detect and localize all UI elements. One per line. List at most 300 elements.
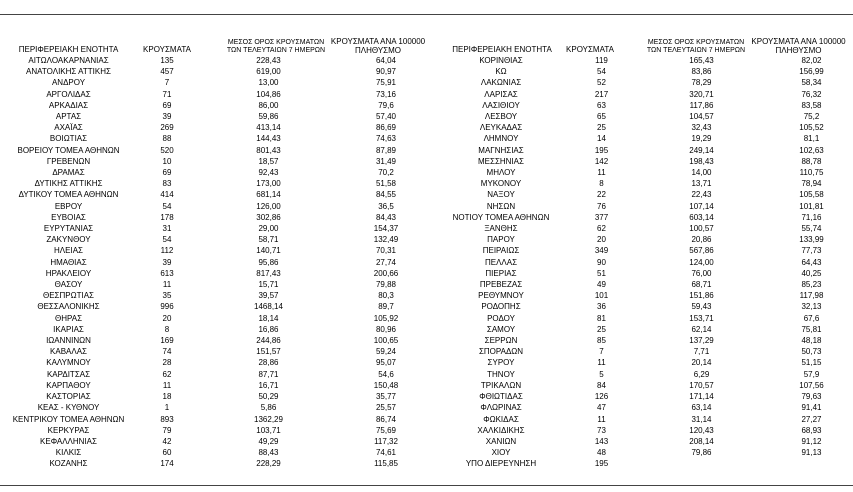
cell-cases: 71 [162, 89, 172, 99]
cell-per-100k: 133,99 [799, 235, 824, 245]
cell-cases: 73 [597, 425, 606, 435]
cell-region: ΝΑΞΟΥ [487, 190, 515, 200]
cell-region: ΓΡΕΒΕΝΩΝ [46, 156, 91, 166]
cell-per-100k: 87,89 [375, 145, 397, 155]
cell-avg-7day: 59,43 [691, 302, 712, 312]
cell-avg-7day: 320,71 [689, 89, 714, 99]
cell-per-100k: 91,41 [801, 403, 822, 413]
cell-avg-7day: 1468,14 [254, 302, 283, 312]
cell-cases: 996 [160, 302, 174, 312]
table-row [432, 391, 853, 402]
table-row [0, 55, 432, 66]
cell-per-100k: 101,81 [799, 201, 824, 211]
table-row [0, 178, 432, 189]
cell-avg-7day: 39,57 [258, 291, 279, 301]
cell-cases: 52 [597, 78, 606, 88]
cell-per-100k: 51,15 [801, 358, 822, 368]
table-row [432, 234, 853, 245]
cell-per-100k: 74,61 [375, 448, 397, 458]
cell-per-100k: 95,07 [375, 358, 397, 368]
cell-region: ΣΕΡΡΩΝ [484, 336, 518, 346]
cell-avg-7day: 198,43 [689, 156, 714, 166]
cell-region: ΠΕΛΛΑΣ [484, 257, 518, 267]
cell-cases: 143 [594, 436, 609, 446]
cell-per-100k: 58,34 [801, 78, 822, 88]
cell-region: ΙΚΑΡΙΑΣ [53, 324, 84, 334]
header-avg-line2-right: ΤΩΝ ΤΕΛΕΥΤΑΙΩΝ 7 ΗΜΕΡΩΝ [646, 47, 746, 54]
cell-per-100k: 78,94 [801, 179, 822, 189]
cell-per-100k: 105,58 [799, 190, 824, 200]
cell-cases: 119 [595, 56, 608, 65]
table-row [0, 257, 432, 268]
header-per100k-line2-right: ΠΛΗΘΥΣΜΟ [775, 46, 822, 55]
left-data-table [0, 55, 432, 470]
table-row [432, 346, 853, 357]
cell-avg-7day: 126,00 [256, 201, 281, 211]
top-rule [0, 14, 853, 15]
cell-region: ΘΗΡΑΣ [54, 313, 83, 323]
cell-per-100k: 31,49 [375, 156, 397, 166]
cell-cases: 520 [160, 145, 174, 155]
table-row [432, 290, 853, 301]
table-row [0, 335, 432, 346]
cell-avg-7day: 50,29 [258, 392, 279, 402]
cell-avg-7day: 14,00 [691, 168, 712, 178]
cell-region: ΝΗΣΩΝ [486, 201, 516, 211]
cell-cases: 48 [597, 448, 606, 458]
header-per100k-line1: ΚΡΟΥΣΜΑΤΑ ΑΝΑ 100000 [330, 37, 426, 46]
cell-per-100k: 89,7 [378, 302, 394, 312]
cell-avg-7day: 16,86 [258, 324, 279, 334]
cell-region: ΘΕΣΣΑΛΟΝΙΚΗΣ [37, 302, 100, 312]
table-row [432, 212, 853, 223]
cell-per-100k: 71,16 [801, 212, 822, 222]
cell-region: ΙΩΑΝΝΙΝΩΝ [46, 336, 91, 346]
table-row [432, 145, 853, 156]
cell-cases: 135 [160, 56, 174, 65]
cell-region: ΚΙΛΚΙΣ [55, 448, 82, 458]
header-avg-line1: ΜΕΣΟΣ ΟΡΟΣ ΚΡΟΥΣΜΑΤΩΝ [227, 39, 325, 46]
cell-cases: 76 [597, 201, 606, 211]
cell-cases: 5 [599, 369, 604, 379]
cell-region: ΠΙΕΡΙΑΣ [485, 268, 517, 278]
table-row [0, 425, 432, 436]
table-row [0, 167, 432, 178]
cell-cases: 25 [597, 123, 606, 133]
cell-avg-7day: 124,00 [689, 257, 714, 267]
cell-per-100k: 79,88 [375, 280, 397, 290]
cell-per-100k: 80,96 [375, 324, 397, 334]
cell-per-100k: 150,48 [373, 380, 399, 390]
cell-avg-7day: 153,71 [689, 313, 714, 323]
cell-region: ΑΝΑΤΟΛΙΚΗΣ ΑΤΤΙΚΗΣ [26, 67, 111, 77]
table-row [0, 357, 432, 368]
cell-per-100k: 100,65 [373, 336, 399, 346]
cell-region: ΚΑΛΥΜΝΟΥ [46, 358, 91, 368]
table-row [0, 89, 432, 100]
table-row [432, 324, 853, 335]
cell-per-100k: 85,23 [801, 280, 822, 290]
cell-region: ΑΧΑΪΑΣ [54, 123, 83, 133]
cell-region: ΑΡΚΑΔΙΑΣ [48, 100, 89, 110]
cell-avg-7day: 79,86 [691, 448, 712, 458]
cell-per-100k: 79,63 [801, 392, 822, 402]
cell-per-100k: 27,27 [801, 414, 822, 424]
table-row [0, 279, 432, 290]
table-row [432, 402, 853, 413]
cell-avg-7day: 63,14 [691, 403, 712, 413]
cell-avg-7day: 68,71 [691, 280, 712, 290]
table-row [432, 414, 853, 425]
cell-cases: 54 [162, 201, 172, 211]
cell-cases: 90 [597, 257, 606, 267]
cell-avg-7day: 603,14 [689, 212, 714, 222]
cell-per-100k: 117,32 [374, 436, 398, 446]
cell-cases: 18 [162, 392, 172, 402]
table-row [432, 458, 853, 469]
cell-per-100k: 132,49 [373, 235, 399, 245]
table-row [0, 234, 432, 245]
cell-avg-7day: 249,14 [689, 145, 714, 155]
cell-per-100k: 57,40 [375, 112, 397, 122]
cell-cases: 60 [162, 448, 172, 458]
cell-per-100k: 75,81 [801, 324, 822, 334]
cell-cases: 7 [164, 78, 170, 88]
cell-region: ΧΑΝΙΩΝ [485, 436, 517, 446]
cell-region: ΣΠΟΡΑΔΩΝ [478, 347, 524, 357]
table-row [0, 391, 432, 402]
header-per-100k [323, 37, 433, 55]
cell-cases: 349 [594, 246, 609, 256]
cell-per-100k: 75,2 [803, 112, 820, 122]
cell-cases: 88 [162, 134, 172, 144]
cell-per-100k: 102,63 [799, 145, 824, 155]
cell-per-100k: 35,77 [375, 392, 397, 402]
cell-cases: 195 [594, 145, 609, 155]
cell-avg-7day: 32,43 [691, 123, 712, 133]
cell-cases: 63 [597, 100, 606, 110]
cell-cases: 195 [594, 459, 609, 469]
cell-per-100k: 25,57 [375, 403, 397, 413]
header-per100k-line1-right: ΚΡΟΥΣΜΑΤΑ ΑΝΑ 100000 [751, 37, 846, 46]
cell-avg-7day: 302,86 [256, 212, 281, 222]
table-row [0, 414, 432, 425]
cell-cases: 11 [597, 358, 606, 368]
cell-cases: 81 [597, 313, 606, 323]
cell-per-100k: 115,85 [374, 459, 398, 469]
cell-avg-7day: 817,43 [256, 268, 281, 278]
cell-avg-7day: 104,57 [689, 112, 714, 122]
cell-per-100k: 83,58 [801, 100, 822, 110]
left-table-body [0, 55, 432, 470]
table-row [432, 436, 853, 447]
cell-per-100k: 36,5 [378, 201, 394, 211]
cell-cases: 457 [160, 67, 174, 77]
cell-region: ΛΗΜΝΟΥ [483, 134, 519, 144]
cell-region: ΑΡΤΑΣ [55, 112, 82, 122]
cell-cases: 20 [597, 235, 606, 245]
cell-avg-7day: 137,29 [689, 336, 714, 346]
cell-per-100k: 64,43 [801, 257, 822, 267]
cell-avg-7day: 1362,29 [254, 414, 283, 424]
table-row [0, 447, 432, 458]
table-row [432, 100, 853, 111]
cell-cases: 83 [162, 179, 172, 189]
cell-avg-7day: 151,57 [256, 347, 281, 357]
cell-avg-7day: 13,00 [258, 78, 279, 88]
cell-cases: 1 [164, 403, 170, 413]
cell-cases: 8 [599, 179, 604, 189]
cell-avg-7day: 107,14 [689, 201, 714, 211]
cell-cases: 377 [594, 212, 609, 222]
cell-region: ΚΑΡΔΙΤΣΑΣ [46, 369, 91, 379]
cell-avg-7day: 62,14 [691, 324, 712, 334]
table-row [432, 66, 853, 77]
cell-cases: 65 [597, 112, 606, 122]
cell-region: ΚΟΖΑΝΗΣ [49, 459, 88, 469]
table-row [432, 122, 853, 133]
table-row [0, 402, 432, 413]
bottom-rule [0, 485, 853, 486]
header-per-100k-right [744, 37, 853, 55]
cell-per-100k: 75,69 [375, 425, 397, 435]
cell-avg-7day: 78,29 [691, 78, 712, 88]
cell-avg-7day: 95,86 [258, 257, 279, 267]
cell-region: ΚΟΡΙΝΘΙΑΣ [479, 56, 523, 65]
cell-cases: 178 [160, 212, 174, 222]
cell-avg-7day: 15,71 [258, 280, 279, 290]
cell-avg-7day: 208,14 [689, 436, 714, 446]
cell-region: ΝΟΤΙΟΥ ΤΟΜΕΑ ΑΘΗΝΩΝ [452, 212, 550, 222]
cell-cases: 62 [597, 224, 606, 234]
cell-region: ΠΕΙΡΑΙΩΣ [482, 246, 520, 256]
cell-per-100k: 51,58 [375, 179, 397, 189]
cell-cases: 8 [164, 324, 170, 334]
cell-region: ΛΕΣΒΟΥ [484, 112, 518, 122]
cell-region: ΕΥΒΟΙΑΣ [51, 212, 86, 222]
cell-avg-7day: 58,71 [258, 235, 279, 245]
cell-per-100k: 200,66 [373, 268, 399, 278]
cell-region: ΗΜΑΘΙΑΣ [50, 257, 87, 267]
cell-per-100k: 73,16 [375, 89, 397, 99]
cell-per-100k: 91,12 [801, 436, 822, 446]
header-avg-7day-right [632, 39, 760, 55]
cell-avg-7day: 19,29 [691, 134, 712, 144]
cell-region: ΤΡΙΚΑΛΩΝ [480, 380, 522, 390]
table-row [432, 89, 853, 100]
cell-avg-7day: 228,29 [256, 459, 281, 469]
cell-region: ΔΥΤΙΚΗΣ ΑΤΤΙΚΗΣ [34, 179, 103, 189]
cell-avg-7day: 92,43 [258, 168, 279, 178]
table-row [432, 111, 853, 122]
cell-region: ΠΑΡΟΥ [487, 235, 515, 245]
cell-per-100k: 77,73 [801, 246, 822, 256]
cell-avg-7day: 104,86 [256, 89, 281, 99]
table-row [432, 335, 853, 346]
table-row [0, 268, 432, 279]
cell-cases: 84 [597, 380, 606, 390]
cell-avg-7day: 103,71 [256, 425, 281, 435]
cell-avg-7day: 49,29 [258, 436, 279, 446]
cell-avg-7day: 20,86 [691, 235, 712, 245]
cell-region: ΡΟΔΟΥ [487, 313, 515, 323]
cell-cases: 62 [162, 369, 172, 379]
cell-cases: 11 [162, 380, 172, 390]
cell-per-100k: 154,37 [373, 224, 399, 234]
cell-avg-7day: 170,57 [689, 380, 714, 390]
table-row [432, 447, 853, 458]
cell-region: ΦΘΙΩΤΙΔΑΣ [479, 392, 523, 402]
table-row [432, 178, 853, 189]
cell-region: ΜΥΚΟΝΟΥ [480, 179, 522, 189]
cell-per-100k: 68,93 [801, 425, 822, 435]
cell-region: ΚΑΒΑΛΑΣ [50, 347, 87, 357]
cell-cases: 414 [160, 190, 174, 200]
cell-region: ΒΟΙΩΤΙΑΣ [49, 134, 88, 144]
cell-cases: 85 [597, 336, 606, 346]
cell-cases: 7 [599, 347, 604, 357]
table-row [432, 55, 853, 66]
table-row [432, 369, 853, 380]
cell-region: ΥΠΟ ΔΙΕΡΕΥΝΗΣΗ [465, 459, 537, 469]
cell-avg-7day: 18,14 [258, 313, 279, 323]
header-avg-line1-right: ΜΕΣΟΣ ΟΡΟΣ ΚΡΟΥΣΜΑΤΩΝ [647, 39, 745, 46]
cell-cases: 893 [160, 414, 174, 424]
cell-per-100k: 64,04 [375, 56, 397, 65]
table-row [0, 66, 432, 77]
cell-region: ΑΡΓΟΛΙΔΑΣ [46, 89, 91, 99]
cell-region: ΛΑΚΩΝΙΑΣ [480, 78, 522, 88]
cell-cases: 39 [162, 257, 172, 267]
cell-per-100k: 54,6 [378, 369, 394, 379]
cell-per-100k: 59,24 [375, 347, 397, 357]
cell-avg-7day: 140,71 [256, 246, 281, 256]
cell-cases: 217 [594, 89, 609, 99]
cell-per-100k: 75,91 [375, 78, 397, 88]
header-region: ΠΕΡΙΦΕΡΕΙΑΚΗ ΕΝΟΤΗΤΑ [18, 45, 119, 54]
cell-cases: 112 [160, 246, 174, 256]
table-row [0, 458, 432, 469]
cell-per-100k: 84,55 [375, 190, 397, 200]
cell-region: ΚΕΡΚΥΡΑΣ [47, 425, 90, 435]
cell-cases: 11 [162, 280, 172, 290]
right-table-body [432, 55, 853, 470]
table-row [0, 122, 432, 133]
cell-avg-7day: 20,14 [691, 358, 712, 368]
cell-region: ΡΟΔΟΠΗΣ [481, 302, 521, 312]
cell-per-100k: 84,43 [375, 212, 397, 222]
cell-region: ΛΑΣΙΘΙΟΥ [482, 100, 520, 110]
cell-region: ΣΑΜΟΥ [486, 324, 516, 334]
cell-cases: 51 [597, 268, 606, 278]
cell-region: ΛΑΡΙΣΑΣ [484, 89, 518, 99]
cell-per-100k: 57,9 [803, 369, 820, 379]
cell-avg-7day: 144,43 [256, 134, 281, 144]
table-row [0, 189, 432, 200]
cell-avg-7day: 244,86 [256, 336, 281, 346]
table-row [0, 313, 432, 324]
cell-avg-7day: 801,43 [256, 145, 281, 155]
cell-cases: 613 [160, 268, 174, 278]
cell-avg-7day: 171,14 [689, 392, 714, 402]
cell-per-100k: 70,31 [375, 246, 397, 256]
cell-cases: 25 [597, 324, 606, 334]
cell-avg-7day: 228,43 [256, 56, 281, 65]
cell-per-100k: 79,6 [378, 100, 394, 110]
cell-per-100k: 55,74 [801, 224, 822, 234]
cell-region: ΦΛΩΡΙΝΑΣ [480, 403, 522, 413]
cell-avg-7day: 6,29 [693, 369, 710, 379]
cell-per-100k: 88,78 [801, 156, 822, 166]
cell-cases: 10 [162, 156, 172, 166]
cell-region: ΘΕΣΠΡΩΤΙΑΣ [43, 291, 94, 301]
header-avg-7day [212, 39, 340, 55]
table-row [0, 145, 432, 156]
cell-cases: 22 [597, 190, 606, 200]
table-row [432, 380, 853, 391]
cell-cases: 54 [597, 67, 606, 77]
cell-avg-7day: 117,86 [689, 100, 714, 110]
cell-region: ΘΑΣΟΥ [54, 280, 83, 290]
cell-avg-7day: 100,57 [689, 224, 714, 234]
cell-avg-7day: 13,71 [691, 179, 712, 189]
header-avg-line2: ΤΩΝ ΤΕΛΕΥΤΑΙΩΝ 7 ΗΜΕΡΩΝ [226, 47, 326, 54]
table-row [432, 133, 853, 144]
cell-avg-7day: 83,86 [691, 67, 712, 77]
table-row [432, 245, 853, 256]
cell-region: ΗΡΑΚΛΕΙΟΥ [45, 268, 92, 278]
cell-region: ΒΟΡΕΙΟΥ ΤΟΜΕΑ ΑΘΗΝΩΝ [17, 145, 120, 155]
cell-avg-7day: 120,43 [689, 425, 714, 435]
cell-avg-7day: 173,00 [256, 179, 281, 189]
table-row [0, 77, 432, 88]
cell-region: ΜΗΛΟΥ [486, 168, 516, 178]
cell-per-100k: 67,6 [803, 313, 820, 323]
cell-per-100k: 48,18 [801, 336, 822, 346]
cell-cases: 126 [594, 392, 609, 402]
header-per100k-line2: ΠΛΗΘΥΣΜΟ [354, 46, 402, 55]
cell-cases: 269 [160, 123, 174, 133]
cell-cases: 11 [597, 414, 606, 424]
table-row [432, 156, 853, 167]
cell-region: ΕΥΡΥΤΑΝΙΑΣ [43, 224, 94, 234]
table-row [432, 313, 853, 324]
cell-avg-7day: 5,86 [260, 403, 277, 413]
table-row [432, 223, 853, 234]
cell-cases: 47 [597, 403, 606, 413]
table-row [432, 167, 853, 178]
cell-region: ΚΕΝΤΡΙΚΟΥ ΤΟΜΕΑ ΑΘΗΝΩΝ [12, 414, 125, 424]
cell-per-100k: 110,75 [799, 168, 824, 178]
cell-avg-7day: 87,71 [258, 369, 279, 379]
cell-region: ΧΙΟΥ [491, 448, 511, 458]
cell-per-100k: 91,13 [801, 448, 822, 458]
cell-avg-7day: 567,86 [689, 246, 714, 256]
cell-cases: 69 [162, 168, 172, 178]
cell-region: ΜΕΣΣΗΝΙΑΣ [478, 156, 524, 166]
cell-cases: 39 [162, 112, 172, 122]
cell-per-100k [770, 458, 853, 469]
table-row [432, 77, 853, 88]
table-row [0, 436, 432, 447]
cell-avg-7day: 7,71 [693, 347, 710, 357]
cell-region: ΑΙΤΩΛΟΑΚΑΡΝΑΝΙΑΣ [28, 56, 109, 65]
cell-per-100k: 117,98 [799, 291, 824, 301]
table-row [432, 279, 853, 290]
table-row [432, 268, 853, 279]
cell-cases: 14 [597, 134, 606, 144]
cell-cases: 35 [162, 291, 172, 301]
